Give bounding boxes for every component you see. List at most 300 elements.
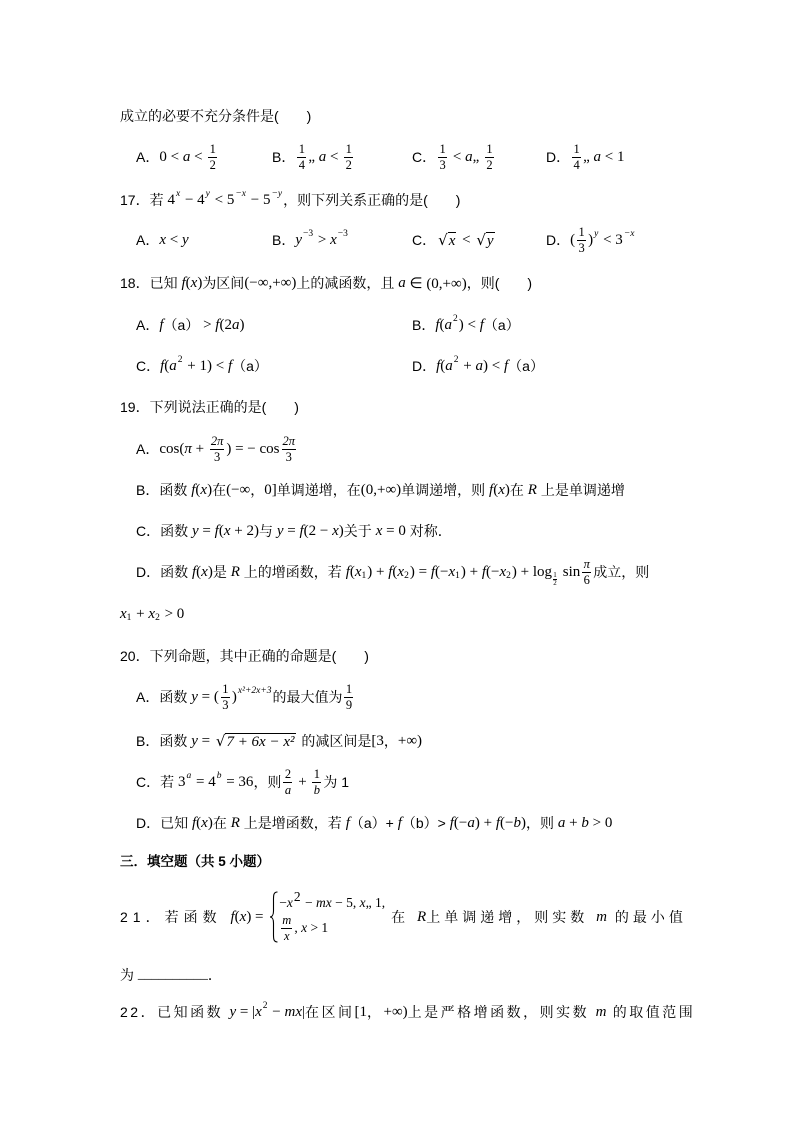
math-text: ( — [570, 231, 576, 248]
math-text: < — [190, 148, 207, 165]
math-variable: f — [481, 563, 487, 580]
math-text: ( — [349, 563, 355, 580]
text-run: B． — [272, 149, 296, 165]
math-variable: x — [448, 563, 456, 580]
math-text: ( — [392, 563, 398, 580]
math-variable: x — [120, 605, 127, 622]
math-variable: a — [231, 316, 240, 333]
math-variable: f — [215, 316, 220, 333]
math-variable: x — [375, 522, 383, 539]
question-19-option-d-continued — [120, 599, 184, 629]
text-run: 的最大值为 — [272, 689, 343, 705]
fraction — [438, 143, 447, 172]
fraction-numerator: 1 — [486, 141, 493, 156]
math-text: ) + — [474, 814, 496, 831]
fraction-denominator: x — [284, 928, 290, 943]
question-18-stem — [120, 268, 532, 298]
fraction-denominator: 2 — [345, 157, 352, 172]
fraction — [485, 143, 494, 172]
text-run: D．已知 — [136, 815, 192, 831]
text-run: A． — [136, 232, 160, 248]
math-variable: f — [430, 563, 435, 580]
math-variable: f — [227, 357, 233, 374]
text-run: 18．已知 — [120, 275, 182, 291]
math-text: ) = − cos — [226, 440, 280, 457]
math-variable: m — [596, 908, 607, 925]
math-text: + — [132, 605, 149, 622]
math-text: < — [449, 148, 466, 165]
math-text: − 4 — [181, 191, 205, 208]
fraction — [577, 226, 586, 255]
fraction-denominator: 3 — [213, 449, 221, 464]
math-text: (− — [453, 814, 468, 831]
text-run: B． — [412, 317, 436, 333]
math-text: ( — [218, 522, 224, 539]
question-19-option-a — [136, 434, 298, 464]
fraction-numerator: 1 — [345, 141, 352, 156]
superscript: 2 — [453, 314, 458, 324]
fraction-denominator: 2 — [209, 157, 216, 172]
question-18-option-c — [136, 351, 268, 381]
math-variable: f — [192, 563, 197, 580]
subscript: 2 — [404, 571, 409, 581]
math-variable: y — [191, 732, 198, 749]
math-text: ∈ (0,+∞) — [405, 275, 467, 292]
fraction — [344, 143, 353, 172]
math-text: > 1 — [307, 920, 329, 935]
text-run: 的减区间是 — [297, 733, 372, 749]
left-brace — [269, 891, 278, 943]
fraction — [282, 435, 297, 464]
superscript: 2 — [262, 1001, 268, 1011]
fraction-numerator: 1 — [573, 141, 580, 156]
math-text: + — [459, 357, 476, 374]
subscript: 2 — [506, 571, 511, 581]
question-18-option-d — [412, 351, 544, 381]
math-text: = 4 — [192, 773, 216, 790]
math-text: ) — [504, 481, 510, 498]
question-22-stem — [120, 997, 695, 1027]
math-variable: x — [332, 522, 339, 539]
math-variable: f — [159, 316, 164, 333]
math-text: < 5 — [210, 191, 235, 208]
superscript: 2 — [293, 889, 301, 904]
math-variable: f — [436, 357, 441, 374]
math-text: ) < — [458, 316, 480, 333]
math-variable: f — [160, 357, 165, 374]
math-text: − — [279, 895, 287, 910]
math-text: ) — [338, 522, 344, 539]
math-text: ) — [521, 814, 526, 831]
fraction-denominator: b — [313, 782, 321, 797]
text-run: ， — [367, 1004, 384, 1020]
math-text: − — [301, 895, 317, 910]
math-text: ( — [234, 908, 240, 925]
superscript: y — [205, 189, 210, 199]
fraction-denominator: 4 — [573, 157, 580, 172]
math-variable: f — [181, 274, 186, 291]
question-16-option-c — [412, 142, 496, 172]
math-text: (− — [434, 563, 449, 580]
math-variable: x — [286, 895, 293, 910]
question-16-option-a — [136, 142, 219, 172]
math-variable: y — [229, 1003, 237, 1020]
math-text: + — [565, 814, 582, 831]
radicand: √ x — [448, 233, 456, 249]
math-text: (− — [486, 563, 500, 580]
math-variable: R — [230, 814, 240, 831]
subscript: 1 — [455, 571, 460, 581]
text-run: 的最小值 — [606, 909, 687, 925]
math-variable: a — [169, 357, 177, 374]
question-20-option-d — [136, 808, 612, 838]
question-21-tail — [391, 907, 687, 927]
fraction — [297, 143, 306, 172]
text-run: 在 — [509, 482, 528, 498]
math-variable: a — [182, 148, 191, 165]
math-variable: f — [388, 563, 393, 580]
fraction-numerator: π — [583, 556, 590, 571]
text-run: ，则下列关系正确的是( ) — [283, 192, 461, 208]
math-text: 3 — [178, 773, 186, 790]
math-text: „ — [583, 148, 594, 165]
math-variable: f — [397, 814, 402, 831]
fraction — [582, 558, 591, 587]
math-variable: b — [513, 814, 521, 831]
text-run: 上是增函数，若 — [239, 815, 346, 831]
fraction — [572, 143, 581, 172]
math-variable: x — [499, 563, 507, 580]
question-19-option-d — [136, 557, 649, 587]
question-16-stem — [120, 101, 311, 131]
math-text: (0,+∞) — [360, 481, 402, 498]
text-run: 在 — [212, 815, 231, 831]
math-text: ( — [196, 814, 202, 831]
math-variable: x — [498, 481, 505, 498]
math-variable: a — [465, 148, 473, 165]
text-run: D． — [546, 149, 571, 165]
math-text: „ — [308, 148, 319, 165]
math-variable: x — [201, 814, 208, 831]
text-run: （a） — [483, 317, 520, 333]
math-variable: R — [230, 563, 240, 580]
math-text: [3 — [371, 732, 384, 749]
math-variable: f — [214, 522, 219, 539]
question-19-option-c — [136, 516, 452, 546]
text-run: C． — [136, 358, 161, 374]
math-variable: a — [467, 814, 475, 831]
superscript: −3 — [337, 229, 348, 239]
math-variable: x — [330, 231, 337, 248]
math-text: ) = — [246, 908, 268, 925]
fraction-numerator: m — [282, 912, 292, 927]
math-variable: x — [190, 274, 198, 291]
text-run: 在 — [212, 482, 227, 498]
math-text: ( — [440, 357, 446, 374]
text-run: A． — [136, 149, 160, 165]
fraction-numerator: 2 — [284, 766, 292, 781]
radicand: √ y — [486, 233, 494, 249]
text-run: 是 — [212, 564, 231, 580]
math-text: = 36 — [222, 773, 254, 790]
math-variable: x — [359, 895, 366, 910]
math-variable: a — [318, 148, 327, 165]
math-variable: R — [527, 481, 537, 498]
math-variable: y — [276, 522, 284, 539]
question-19-option-b — [136, 475, 625, 505]
math-variable: f — [191, 481, 196, 498]
math-text: „ — [472, 148, 484, 165]
math-variable: f — [345, 814, 350, 831]
superscript: y — [594, 229, 599, 239]
math-text: | — [302, 1003, 306, 1020]
math-text: (2 − — [303, 522, 333, 539]
math-text: − 5, — [331, 895, 360, 910]
fraction-numerator: 2π — [282, 433, 296, 448]
math-variable: R — [417, 908, 427, 925]
question-16-option-b — [272, 142, 355, 172]
math-text: − — [268, 1003, 285, 1020]
subscript: 1 — [361, 571, 367, 581]
math-text: < — [458, 231, 475, 248]
question-20-option-c — [136, 767, 349, 797]
math-text: ) = — [409, 563, 431, 580]
math-text: (−∞ — [226, 481, 251, 498]
math-variable: x — [223, 522, 231, 539]
text-run: 17．若 — [120, 192, 168, 208]
question-20-option-a — [136, 682, 355, 712]
math-text: ) — [207, 563, 213, 580]
text-run: 对称． — [405, 523, 452, 539]
math-text: +∞) — [383, 1003, 408, 1020]
math-text: − 5 — [246, 191, 271, 208]
square-root — [476, 231, 494, 249]
text-run: 19．下列说法正确的是( ) — [120, 399, 299, 415]
math-variable: f — [503, 357, 509, 374]
radicand: √ 7 + 6x − x² — [226, 734, 295, 750]
text-run: （b）> — [401, 815, 450, 831]
fraction-denominator: 2 — [486, 157, 493, 172]
fraction — [281, 914, 292, 943]
math-variable: f — [299, 522, 304, 539]
square-root — [216, 732, 296, 750]
math-text: ) — [207, 814, 213, 831]
math-variable: x — [201, 563, 208, 580]
math-text: 0] — [264, 481, 277, 498]
answer-blank: __________ — [137, 967, 208, 982]
math-text: ( — [164, 357, 170, 374]
fraction — [210, 435, 225, 464]
question-18-option-a — [136, 310, 244, 340]
fraction-denominator: 9 — [345, 697, 353, 712]
math-variable: f — [479, 316, 484, 333]
text-run: （a）+ — [349, 815, 398, 831]
text-run: 关于 — [343, 523, 376, 539]
math-variable: y — [181, 231, 189, 248]
math-text: = — [198, 522, 215, 539]
math-text: ) + log — [511, 563, 553, 580]
math-text: = | — [236, 1003, 256, 1020]
math-text: ( — [493, 481, 499, 498]
fraction-denominator: 3 — [578, 240, 585, 255]
fraction-numerator: 1 — [578, 224, 585, 239]
math-variable: y — [295, 231, 303, 248]
fraction-numerator: 1 — [222, 681, 229, 696]
text-run: C． — [412, 149, 437, 165]
text-run: 单调递增，则 — [401, 482, 490, 498]
math-text: ( — [195, 481, 201, 498]
text-run: ， — [250, 482, 265, 498]
log-base-fraction — [553, 572, 557, 587]
text-run: （a） — [232, 358, 268, 374]
text-run: A． — [136, 317, 160, 333]
math-variable: a — [557, 814, 566, 831]
question-17-option-c — [412, 225, 497, 255]
superscript: b — [216, 771, 222, 781]
math-text: > — [199, 316, 216, 333]
question-21-lead — [120, 907, 267, 927]
text-run: 在区间 — [305, 1004, 355, 1020]
math-text: ) — [239, 316, 245, 333]
text-run: C．若 — [136, 774, 178, 790]
text-run: A． — [136, 441, 160, 457]
fraction-denominator: 6 — [583, 572, 590, 587]
text-run: 22．已知函数 — [120, 1004, 230, 1020]
text-run: 20．下列命题，其中正确的命题是( ) — [120, 648, 369, 664]
text-run: B． — [272, 232, 296, 248]
math-variable: x — [354, 563, 362, 580]
math-text: „ 1, — [365, 895, 386, 910]
math-text: ) — [197, 274, 203, 291]
text-run: 成立的必要不充分条件是( ) — [120, 108, 312, 124]
fraction-denominator: 2 — [553, 578, 557, 587]
math-text: (2 — [219, 316, 232, 333]
math-text: < 1 — [601, 148, 625, 165]
text-run: 上是严格增函数，则实数 — [407, 1004, 596, 1020]
superscript: x²+2x+3 — [237, 686, 272, 696]
math-variable: b — [581, 814, 589, 831]
fraction-numerator: 1 — [439, 141, 446, 156]
text-run: （a） — [508, 358, 544, 374]
math-text: ) — [207, 481, 213, 498]
fraction — [312, 768, 321, 797]
superscript: −y — [271, 189, 283, 199]
math-text: > 0 — [160, 605, 185, 622]
question-17-option-b — [272, 225, 349, 255]
math-text: cos( — [159, 440, 185, 457]
superscript: x — [175, 189, 181, 199]
superscript: −x — [623, 229, 635, 239]
math-variable: π — [184, 440, 192, 457]
math-variable: a — [593, 148, 602, 165]
math-text: , — [294, 920, 302, 935]
text-run: 在 — [391, 909, 418, 925]
question-17-option-a — [136, 225, 189, 255]
math-variable: mx — [284, 1003, 302, 1020]
math-variable: x — [148, 605, 156, 622]
text-run: C． — [412, 232, 437, 248]
question-17-stem — [120, 185, 460, 215]
math-text: (− — [500, 814, 514, 831]
question-16-option-d — [546, 142, 625, 172]
question-21 — [120, 887, 687, 947]
math-text: = 0 — [382, 522, 406, 539]
text-run: 上单调递增，则实数 — [426, 909, 597, 925]
math-variable: f — [345, 563, 350, 580]
fraction — [283, 768, 292, 797]
math-text: < — [326, 148, 343, 165]
fraction-denominator: 3 — [222, 697, 229, 712]
math-text: [1 — [354, 1003, 368, 1020]
fraction-numerator: 1 — [313, 766, 321, 781]
text-run: 与 — [258, 523, 277, 539]
superscript: 2 — [453, 355, 459, 365]
math-variable: x — [301, 920, 308, 935]
math-variable: x — [159, 231, 167, 248]
fraction-denominator: a — [284, 782, 292, 797]
math-text: ) — [588, 231, 594, 248]
fraction — [221, 683, 230, 712]
text-run: 21．若函数 — [120, 909, 231, 925]
text-run: 为 — [120, 967, 138, 983]
math-variable: y — [191, 688, 198, 705]
math-text: sin — [559, 563, 581, 580]
fraction-numerator: 1 — [553, 570, 557, 579]
piecewise-row-1 — [279, 889, 386, 914]
math-text: ) + — [460, 563, 482, 580]
math-text: > 0 — [588, 814, 613, 831]
math-variable: x — [239, 908, 247, 925]
math-text: + 1) < — [183, 357, 228, 374]
math-text: 4 — [167, 191, 175, 208]
math-variable: x — [255, 1003, 262, 1020]
math-text: = — [197, 732, 214, 749]
math-text: = ( — [197, 688, 219, 705]
math-variable: a — [398, 274, 406, 291]
fraction-denominator: 3 — [439, 157, 446, 172]
superscript: −x — [235, 189, 246, 199]
text-run: ． — [207, 967, 222, 983]
fraction-denominator: 4 — [298, 157, 305, 172]
math-text: + — [294, 773, 311, 790]
math-text: > — [314, 231, 331, 248]
math-text: < — [166, 231, 182, 248]
math-variable: a — [475, 357, 484, 374]
math-variable: x — [200, 481, 208, 498]
math-variable: f — [435, 316, 440, 333]
text-run: 成立，则 — [593, 564, 650, 580]
math-text: 0 < — [159, 148, 183, 165]
question-20-stem — [120, 641, 369, 671]
fraction — [344, 683, 353, 712]
subscript: 2 — [155, 613, 160, 623]
question-17-option-d — [546, 225, 635, 255]
text-run: A．函数 — [136, 689, 192, 705]
subscript: 1 — [126, 613, 132, 623]
math-text: = — [283, 522, 300, 539]
text-run: 上是单调递增 — [536, 482, 625, 498]
question-18-option-b — [412, 310, 520, 340]
math-text: ( — [196, 563, 202, 580]
text-run: 上的减函数，且 — [296, 275, 399, 291]
text-run: ，则( ) — [466, 275, 533, 291]
fraction-numerator: 1 — [345, 681, 353, 696]
text-run: 为 1 — [323, 774, 350, 790]
math-variable: f — [230, 908, 235, 925]
math-text: + — [191, 440, 208, 457]
fraction-numerator: 1 — [298, 141, 305, 156]
piecewise-row-2 — [279, 914, 328, 942]
